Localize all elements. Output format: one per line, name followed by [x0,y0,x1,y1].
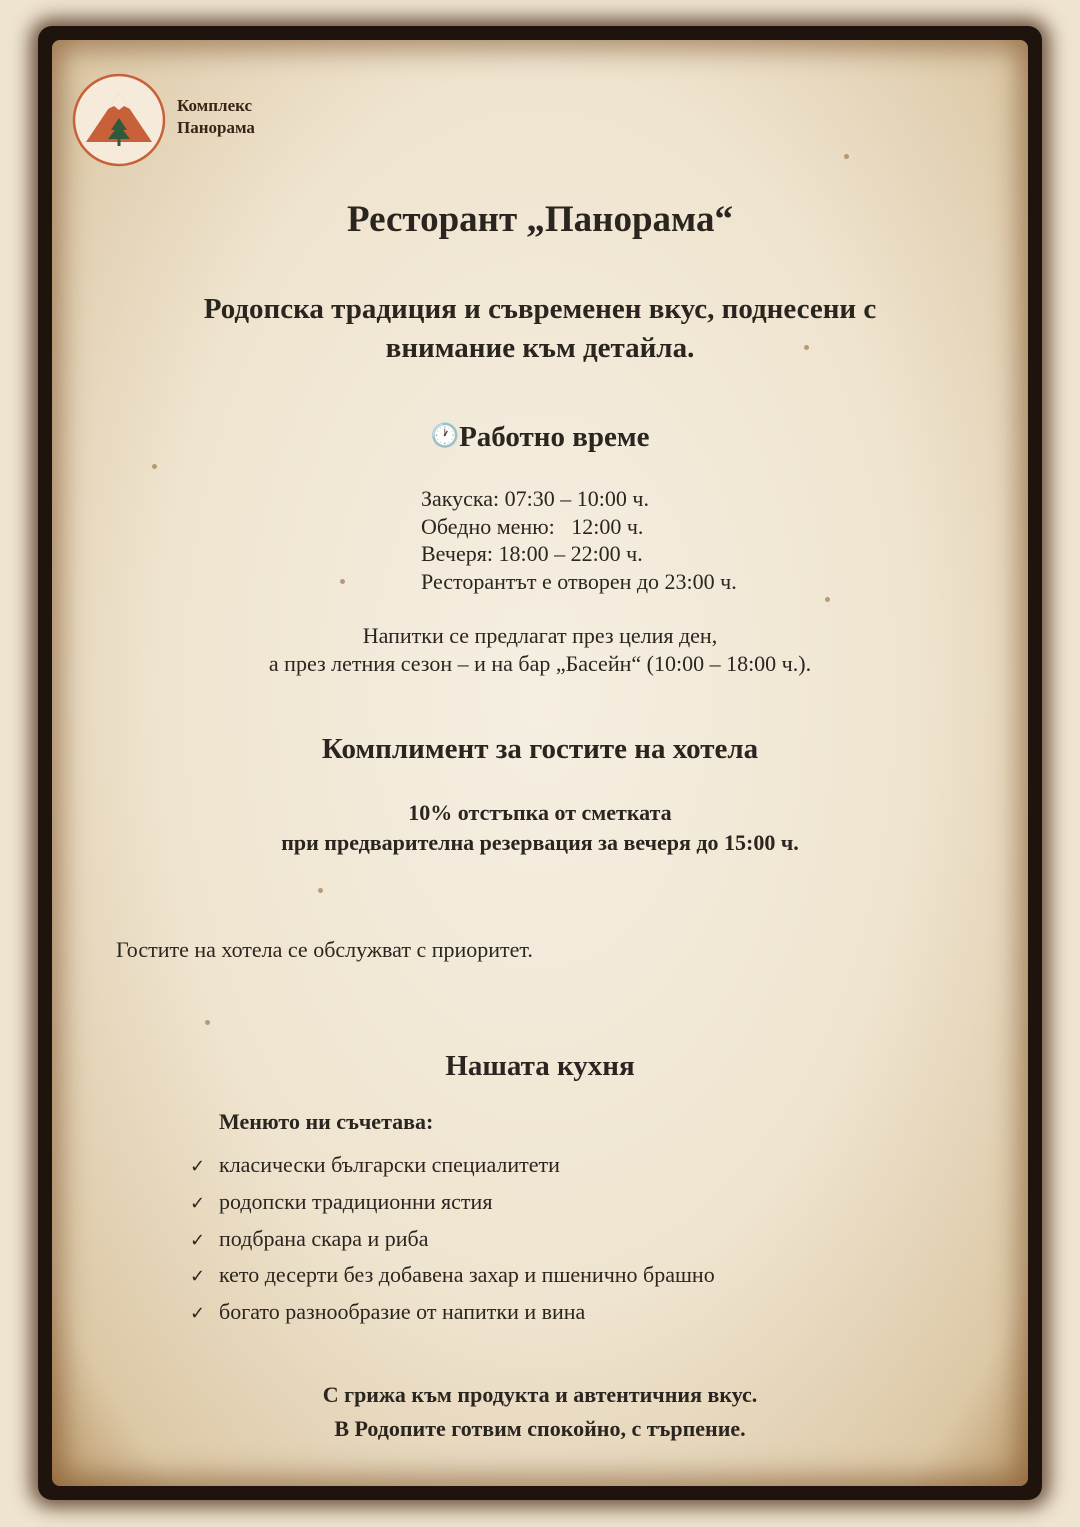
list-item-text: кето десерти без добавена захар и пшенично брашно [219,1262,715,1288]
list-item [190,1262,715,1299]
priority-note: Гостите на хотела се обслужват с приоритет. [116,937,533,962]
compliment-heading: Комплимент за гостите на хотела [321,733,759,765]
list-item-text: подбрана скара и риба [219,1225,429,1251]
list-item [190,1189,715,1226]
logo-line-2: Панорама [177,118,255,137]
paper-speck [844,154,849,159]
menu-intro: Менюто ни съчетава: [219,1109,434,1134]
breakfast-hours: Закуска: 07:30 – 10:00 ч. [421,486,649,511]
discount-line-1: 10% отстъпка от сметката [408,800,672,825]
list-item [190,1299,715,1336]
discount-offer [0,798,1080,858]
checkmark-icon: ✓ [190,1303,206,1325]
list-item [190,1152,715,1189]
subtitle [0,290,1080,368]
checkmark-icon: ✓ [190,1266,206,1288]
drinks-line-1: Напитки се предлагат през целия ден, [362,623,718,648]
logo-line-1: Комплекс [177,96,253,115]
list-item-text: родопски традиционни ястия [219,1188,493,1214]
checkmark-icon: ✓ [190,1192,206,1214]
closing-line-1: С грижа към продукта и автентичния вкус. [322,1382,758,1407]
paper-speck [205,1020,210,1025]
clock-icon: 🕐 [430,423,460,449]
working-hours-heading-text: Работно време [459,421,650,453]
subtitle-line-1: Родопска традиция и съвременен вкус, поднесени с [203,293,877,325]
closing-statement [0,1378,1080,1446]
subtitle-line-2: внимание към детайла. [385,332,695,364]
logo-emblem [72,73,166,167]
working-hours-heading [0,421,1080,454]
list-item-text: класически български специалитети [219,1152,560,1177]
drinks-line-2: а през летния сезон – и на бар „Басейн“ (10:00 – 18:00 ч.). [268,650,812,676]
discount-line-2: при предварителна резервация за вечеря до 15:00 ч. [281,830,799,855]
list-item [190,1226,715,1263]
logo-wordmark [177,95,255,139]
dinner-hours: Вечеря: 18:00 – 22:00 ч. [421,541,643,566]
lunch-hours: Обедно меню: 12:00 ч. [421,513,644,539]
hours-list [421,485,737,595]
list-item-text: богато разнообразие от напитки и вина [219,1299,586,1325]
paper-speck [318,888,323,893]
paper-speck [152,464,157,469]
cuisine-list [190,1152,715,1336]
mountain-tree-icon [72,73,166,167]
open-until: Ресторантът е отворен до 23:00 ч. [421,568,737,594]
paper-speck [825,597,830,602]
paper-speck [340,579,345,584]
cuisine-heading: Нашата кухня [445,1050,635,1082]
drinks-info [0,622,1080,677]
checkmark-icon: ✓ [190,1156,206,1177]
page-title: Ресторант „Панорама“ [346,199,734,240]
checkmark-icon: ✓ [190,1229,206,1251]
closing-line-2: В Родопите готвим спокойно, с търпение. [334,1416,746,1441]
